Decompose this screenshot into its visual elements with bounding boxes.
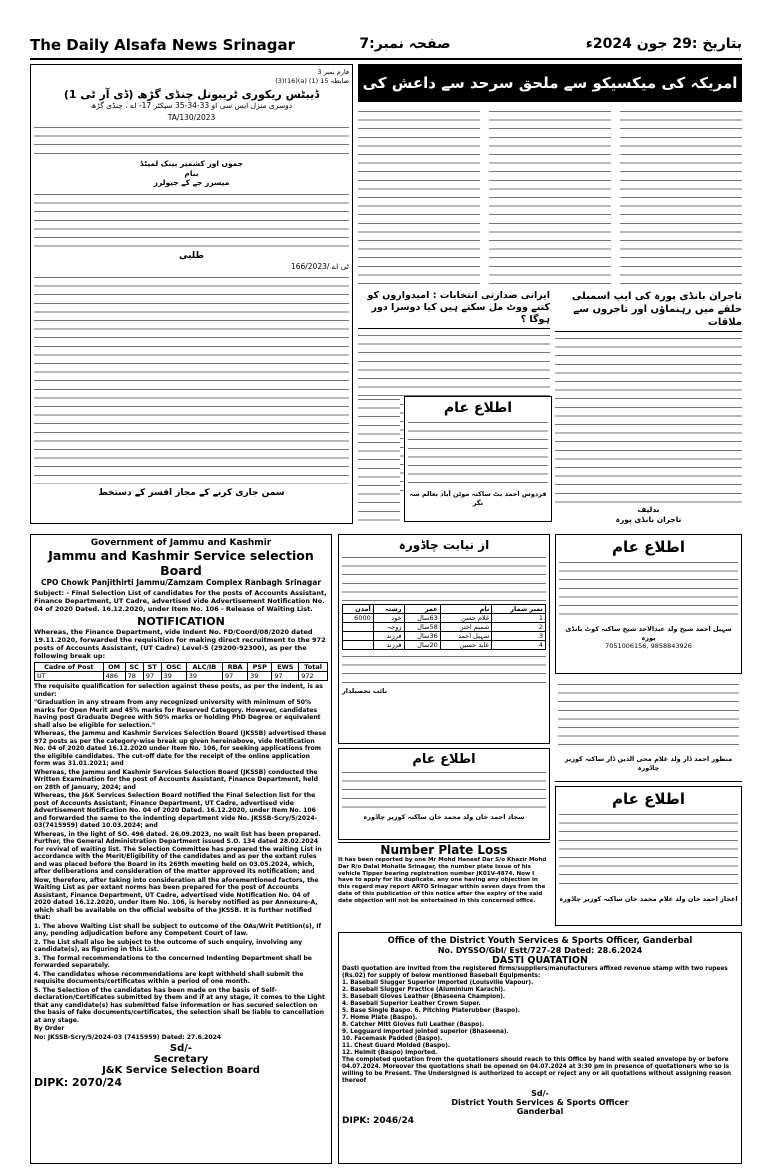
kashmir-body (555, 335, 742, 505)
table-cell (343, 632, 374, 641)
table-cell: UT (35, 672, 104, 681)
jkssb-intro: Whereas, the Finance Department, vide Indent No. FD/Coord/08/2020 dated 19.11.2020, forwarded the requisition for making direct recruitment to the 972 posts of Accounts Assistant, (UT Cadre) Level-5 (29200-92300), as per the following break up: (34, 628, 326, 660)
jkssb-sd: Sd/- (169, 1043, 193, 1054)
rule-number: ضابطہ 15 (1) (a)(16)(3) (275, 76, 349, 85)
public-notice-3 (555, 534, 742, 674)
table-cell: زوجہ (373, 623, 404, 632)
court-title: ڈیبٹس ریکوری ٹریبونل چنڈی گڑھ (ڈی آر ٹی 1) (63, 88, 320, 102)
jkssb-subject: Subject: - Final Selection List of candidates for the posts of Accounts Assistant, Finance Department, UT Cadre, advertised vide Advertisement Notification No. 04 of 2020 Dated. 16.12.2020, under Item No. 106 - Release of Waiting List. (34, 589, 327, 613)
versus: بنام (184, 168, 199, 178)
table-cell: 972 (299, 672, 328, 681)
table-cell: شمیم اختر (440, 623, 492, 632)
table-cell: 97 (222, 672, 247, 681)
table-header-cell: EWS (272, 663, 299, 672)
iran-body-side (358, 396, 400, 522)
table-header-cell: نام (440, 605, 492, 614)
notice-2-title: اطلاع عام (412, 752, 476, 767)
table-cell: 6000 (343, 614, 374, 623)
order-number: ٹی اے /166/2023 (290, 261, 349, 271)
public-notice-2 (338, 748, 550, 840)
youth-office: Office of the District Youth Services & Sports Officer, Ganderbal (387, 936, 693, 946)
list-item: 3. Baseball Gloves Leather (Bhaseena Champion). (342, 994, 506, 1000)
notice-1-body (408, 419, 548, 487)
table-header-cell: OSC (161, 663, 186, 672)
notice-3-signature: سہیل احمد شیخ ولد عبدالاحد شیخ ساکنہ کوٹ بانڈی پورہ (565, 625, 732, 642)
table-header-cell: ALC/IB (186, 663, 222, 672)
lead-body-col3 (620, 108, 742, 284)
list-item: 7. Home Plate (Baspo). (342, 1015, 418, 1021)
court-text-2 (34, 191, 349, 251)
notice-1-signature: فردوس احمد بٹ ساکنہ موٹن آباد بعالم سہ نگر (409, 490, 547, 507)
jkssb-gov: Government of Jammu and Kashmir (90, 538, 272, 548)
court-text-3 (34, 274, 349, 484)
chadura-signature: نائب تحصیلدار (342, 687, 388, 695)
list-item: 2. Baseball Slugger Practice (Aluminium Karachi). (342, 987, 506, 993)
public-notice-5 (555, 786, 742, 926)
list-item: 9. Legguard imported jointed superior (Bhaseena). (342, 1029, 509, 1035)
kashmir-headline: تاجران بانڈی پورہ کی ایپ اسمبلی حلقے میں رہنماؤں اور تاجروں سے ملاقات (555, 290, 742, 332)
jkssb-notification (30, 534, 332, 1164)
table-cell: 97 (272, 672, 299, 681)
table-cell (343, 641, 374, 650)
table-cell: 97 (143, 672, 161, 681)
youth-place: Ganderbal (516, 1107, 564, 1116)
jkssb-paragraph: "Graduation in any stream from any recognized university with minimum of 50% marks for Open Merit and 45% marks for Reserved Category. However, candidates having post Graduate Degree with 50% marks or holding PhD Degree or equivalent shall also be eligible for selection." (34, 699, 321, 729)
jkssb-paragraph: Whereas, the Jammu and Kashmir Services Selection Board (JKSSB) advertised these 972 posts as per the category-wise break up given hereinabove, vide Notification No. 04 of 2020 dated 16.12.2020 under Item No. 106, for seeking applications from the eligible candidates. The cut-off date for the receipt of the online application form was 31.01.2021; and (34, 730, 327, 767)
lead-article (358, 64, 742, 286)
notice-5-signature: اعجاز احمد خان ولد غلام محمد خان ساکنہ کوزیر چاڈورہ (559, 895, 738, 903)
table-cell: غلام حسن (440, 614, 492, 623)
iran-headline: ایرانی صدارتی انتخابات : امیدواروں کو کتنے ووٹ مل سکتے ہیں کیا دوسرا دور ہوگا ؟ (358, 290, 550, 329)
jkssb-paragraph: The requisite qualification for selection against these posts, as per the indent, is as under: (34, 683, 323, 698)
notice-2-body (342, 769, 546, 813)
notice-2-signature: سجاد احمد خان ولد محمد خان ساکنہ کوزیر چاڈورہ (363, 813, 525, 821)
table-header-cell: SC (125, 663, 143, 672)
list-item: 4. Baseball Superior Leather Crown Super. (342, 1001, 481, 1007)
chadura-notice (338, 534, 550, 744)
table-cell: 63سال (404, 614, 440, 623)
jkssb-paragraph: 4. The candidates whose recommendations are kept withheld shall submit the requisite documents/certificates within a period of one month. (34, 970, 304, 985)
table-row (343, 641, 546, 650)
table-cell: 2 (492, 623, 546, 632)
youth-intro: Dasti quotation are invited from the registered firms/suppliers/manufacturers affixed revenue stamp with two rupees (Rs.02) for supply of below mentioned Baseball Equipments: (342, 966, 728, 979)
list-item: 11. Chest Guard Molded (Baspo). (342, 1043, 451, 1049)
lead-body-col2 (489, 108, 611, 284)
youth-dipk: DIPK: 2046/24 (342, 1116, 414, 1126)
youth-sig: District Youth Services & Sports Officer (451, 1098, 629, 1107)
youth-sd: Sd/- (531, 1089, 549, 1098)
list-item: 12. Helmit (Baspo) Imported. (342, 1050, 438, 1056)
list-item: 1. Baseball Slugger Superior Imported (Louisville Vapour). (342, 980, 534, 986)
respondent: میسرز جے کے جیولرز (153, 178, 230, 188)
table-cell: فرزند (373, 641, 404, 650)
jkssb-paragraph: Now, therefore, after taking into consideration all the aforementioned factors, the Waiting List as per extant norms has been prepared for the post of Accounts Assistant, Finance Department, UT Cadre, advertised vide Notification No. 04 of 2020 dated 16.12.2020, under Item No. 106, is hereby notified as per Annexure-A, which shall be available on the official website of the JKSSB. It is further notified that: (34, 876, 319, 921)
court-signature: سمن جاری کرنے کے مجاز افسر کے دستخط (98, 488, 285, 499)
jkssb-paragraph: No: JKSSB-Scry/5/2024-03 (7415959) Dated: 27.6.2024 (34, 1033, 222, 1041)
jkssb-paragraph: 3. The formal recommendations to the concerned Indenting Department shall be forwarded separately. (34, 954, 312, 969)
notice-4-body (558, 681, 739, 749)
lead-body-col1 (358, 108, 480, 284)
jkssb-dipk: DIPK: 2070/24 (34, 1076, 122, 1089)
chadura-body-1 (342, 554, 546, 602)
table-cell: 39 (248, 672, 272, 681)
table-cell: 36سال (404, 632, 440, 641)
table-cell: 4 (492, 641, 546, 650)
jkssb-paragraph: Whereas, in the light of SO. 496 dated. 26.09.2023, no wait list has been prepared. Further, the General Administration Department issued S.O. 134 dated 28.02.2024 for revival of waiting list. The Selection Committee has prepared the waiting List in accordance with the Merit/Eligibility of the candidates and as per the extant rules and was placed before the Board in its 269th meeting held on 03.05.2024, which, after deliberations and consideration of the matter approved its notification; and (34, 830, 322, 875)
table-cell: عابد حسین (440, 641, 492, 650)
youth-items (342, 980, 738, 1057)
notice-3-title: اطلاع عام (611, 538, 685, 556)
form-number: فارم نمبر 3 (317, 68, 349, 76)
chadura-title: از نیابت چاڈورہ (398, 538, 490, 552)
plate-heading: Number Plate Loss (338, 842, 550, 857)
court-notice (30, 64, 353, 524)
table-header-cell: Total (299, 663, 328, 672)
issue-date: بتاریخ :29 جون 2024ء (585, 36, 742, 52)
jkssb-paragraph: 2. The List shall also be subject to the outcome of such enquiry, involving any candidate(s), as figuring in this List. (34, 938, 303, 953)
table-cell: خود (373, 614, 404, 623)
kashmir-signature: بدلیف تاجران بانڈی پورہ (615, 505, 682, 524)
table-row (343, 623, 546, 632)
table-header-cell: PSP (248, 663, 272, 672)
masthead (30, 34, 742, 60)
table-cell: سہیل احمد (440, 632, 492, 641)
list-item: 5. Base Single Baspo. 6. Pitching Platerubber (Baspo). (342, 1008, 520, 1014)
lead-headline: امریکہ کی میکسیکو سے ملحق سرحد سے داعش کی (358, 64, 742, 102)
table-cell: 39 (186, 672, 222, 681)
notice-5-body (559, 811, 738, 891)
public-notice-4 (555, 678, 742, 782)
table-row (343, 632, 546, 641)
table-header-cell: ST (143, 663, 161, 672)
court-address: دوسری منزل ایس سی او 33-34-35 سیکٹر 17- اے ، چنڈی گڑھ (90, 101, 293, 111)
table-header-cell: آمدن (343, 605, 374, 614)
jkssb-heading: NOTIFICATION (137, 615, 225, 628)
table-header-cell: رشتہ (373, 605, 404, 614)
notice-5-title: اطلاع عام (611, 790, 685, 808)
youth-heading: DASTI QUATATION (492, 955, 588, 966)
list-item: 8. Catcher Mitt Gloves full Leather (Baspo). (342, 1022, 485, 1028)
newspaper-name: The Daily Alsafa News Srinagar (30, 36, 295, 54)
notice-4-signature: منظور احمد ڈار ولد غلام محی الدین ڈار ساکنہ کوزیر چاڈورہ (564, 755, 733, 772)
list-item: 10. Facemask Padded (Baspo). (342, 1036, 443, 1042)
table-header-cell: عمر (404, 605, 440, 614)
table-cell: 1 (492, 614, 546, 623)
page-number: صفحہ نمبر:7 (359, 36, 451, 52)
notice-3-phone: 7051006156, 9858843926 (605, 642, 692, 651)
jkssb-sig1: Secretary (153, 1054, 209, 1065)
table-header-cell: OM (103, 663, 125, 672)
plate-loss-notice (338, 842, 550, 928)
table-row (343, 614, 546, 623)
youth-ref: No. DYSSO/Gbl/ Estt/727-28 Dated: 28.6.2024 (437, 946, 643, 955)
table-header-cell: نمبر شمار (492, 605, 546, 614)
jkssb-address: CPO Chowk Panjithirti Jammu/Zamzam Complex Ranbagh Srinagar (40, 578, 322, 587)
case-number: TA/130/2023 (167, 112, 216, 122)
notice-3-body (559, 559, 738, 621)
public-notice-1 (404, 396, 552, 522)
jkssb-sig2: J&K Service Selection Board (102, 1065, 260, 1076)
jkssb-paragraph: Whereas, the Jammu and Kashmir Services Selection Board (JKSSB) conducted the Written Examination for the post of Accounts Assistant, Finance Department, held on 28th of January, 2024; and (34, 768, 318, 791)
table-cell: 78 (125, 672, 143, 681)
summons-label: طلبی (179, 250, 204, 261)
table-header-cell: RBA (222, 663, 247, 672)
youth-closing: The completed quotation from the quotationers should reach to this Office by hand with sealed envelope by or before 04.07.2024. Moreover the quotations shall be opened on 04.07.2024 at 3:30 pm in presence of quotationers who so is willing to be Present. The Undersigned is authorized to accept or reject any or all quotations without assigning reason thereof (342, 1057, 732, 1084)
table-cell: 3 (492, 632, 546, 641)
youth-quotation (338, 932, 742, 1164)
table-cell: فرزند (373, 632, 404, 641)
notice-1-title: اطلاع عام (443, 400, 513, 416)
table-cell: 39 (161, 672, 186, 681)
jkssb-paragraph: 1. The above Waiting List shall be subject to outcome of the OAs/Writ Petition(s), If any, pending adjudication before any Competent Court of law. (34, 922, 322, 937)
table-cell: 486 (103, 672, 125, 681)
kashmir-article (555, 290, 742, 522)
table-cell (343, 623, 374, 632)
bank-name: جموں اور کشمیر بینک لمیٹڈ (139, 159, 244, 169)
chadura-body-2 (342, 653, 546, 685)
table-cell: 58سال (404, 623, 440, 632)
plate-body: It has been reported by one Mr Mohd Haneef Dar S/o Khazir Mohd Dar R/o Dalal Mohalla Srinagar, the number plate Issue of his vehicle Tipper bearing registration number JK01V-4874. Now I have to apply for its duplicate. any one having any objection in this regard may report ARTO Srinagar within seven days from the date of this publication of this notice after the expiry of the said date objection will not be entertained in this concerned office. (338, 857, 547, 904)
court-text-1 (34, 124, 349, 156)
jkssb-board: Jammu and Kashmir Service selection Board (48, 548, 314, 578)
table-header-cell: Cadre of Post (35, 663, 104, 672)
jkssb-paragraph: Whereas, the J&K Services Selection Board notified the Final Selection list for the post of Accounts Assistant, Finance Department, UT Cadre, advertised vide Advertisement Notification No. 04 of 2020 Dated. 16.12.2020, under Item No. 106 and forwarded the same to the indenting department vide No. JKSSB-Scry/5/2024-03(7415959) dated 10.03.2024; and (34, 792, 318, 829)
table-cell: 20سال (404, 641, 440, 650)
chadura-table (342, 604, 546, 650)
jkssb-vacancy-table (34, 662, 328, 681)
jkssb-paras (34, 683, 328, 1041)
jkssb-paragraph: By Order (34, 1025, 65, 1032)
jkssb-paragraph: 5. The Selection of the candidates has been made on the basis of Self-declaration/Certificates submitted by them and if at any stage, it comes to the Light that any candidate(s) has submitted false information or has secured selection on the basis of fake documents/certificates, the selection shall be liable to cancellation at any stage. (34, 986, 325, 1024)
